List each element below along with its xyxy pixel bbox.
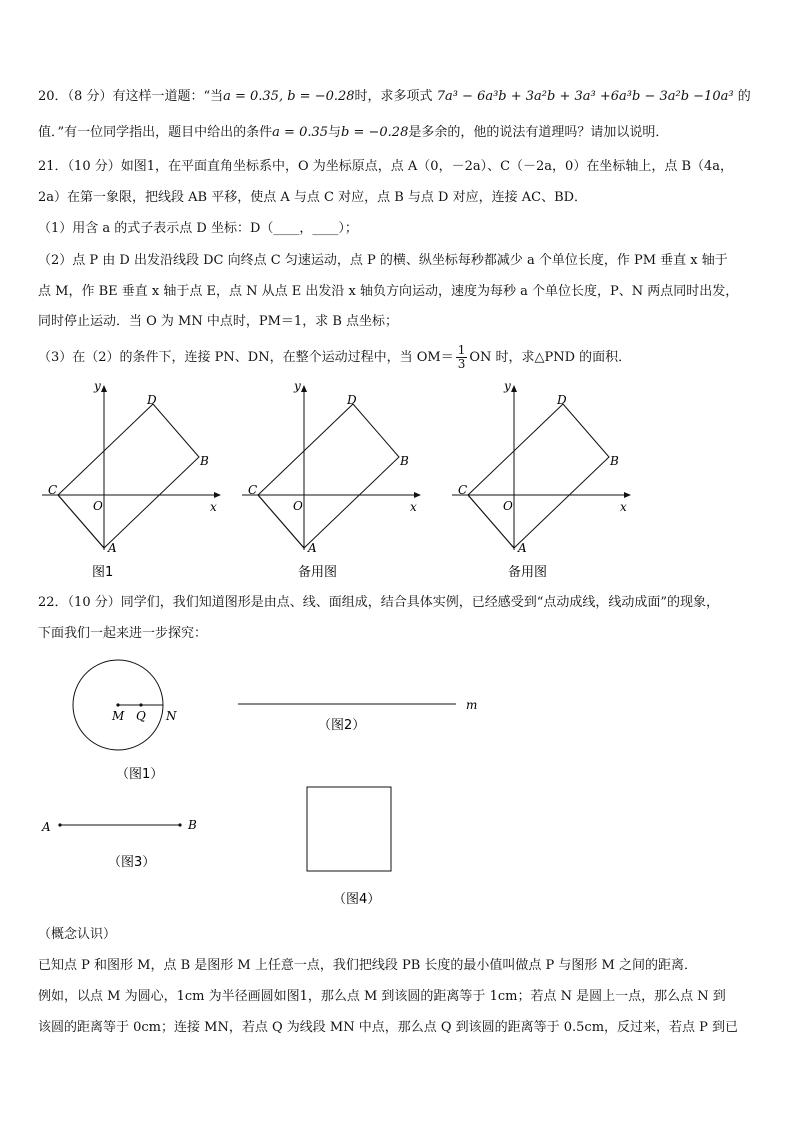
q20-line2 [38,124,668,142]
figure-backup-2 [452,380,630,580]
fig2-caption: 备用图 [298,565,338,580]
label-x: x [210,500,217,514]
concept-line2: 例如，以点 M 为圆心，1cm 为半径画圆如图1，那么点 M 到该圆的距离等于 1cm；若点 N 是圆上一点，那么点 N 到 [38,989,726,1004]
q21-part3 [38,344,631,372]
label-C: C [458,483,468,497]
label-N: N [166,709,177,723]
q22-fig2-caption: （图2） [318,718,366,733]
fig3-caption: 备用图 [508,565,548,580]
label-B: B [610,454,619,468]
q22-figure-4 [307,787,391,907]
label-B: B [188,818,197,832]
q21-line1: 21．（10 分）如图1，在平面直角坐标系中，O 为坐标原点，点 A（0，－2a）、C（－2a，0）在坐标轴上，点 B（4a， [38,159,734,174]
label-M: M [112,709,125,723]
q20-text-b: 时，求多项式 [354,89,433,104]
label-O: O [503,499,513,513]
q20-text-c: 的 [737,89,751,104]
q20-cond-a: a = 0.35 [272,125,329,140]
q22-line1: 22．（10 分）同学们，我们知道图形是由点、线、面组成，结合具体实例，已经感受到“点动成线，线动成面”的现象， [38,595,720,610]
q21-part2-line2: 点 M，作 BE 垂直 x 轴于点 E，点 N 从点 E 出发沿 x 轴负方向运动，速度为每秒 a 个单位长度，P、N 两点同时出发， [38,284,739,299]
label-O: O [293,499,303,513]
label-m: m [466,698,478,712]
label-y: y [294,380,301,393]
label-Q: Q [136,709,146,723]
q20-text-and: 与 [328,125,342,140]
fraction-one-third [456,344,468,371]
figure-backup-1 [242,380,420,580]
q21-part3-text-b: ON 时，求△PND 的面积． [469,350,632,365]
label-B: B [200,454,209,468]
label-y: y [94,380,101,393]
q21-line2: 2a）在第一象限，把线段 AB 平移，使点 A 与点 C 对应，点 B 与点 D 对应，连接 AC、BD． [38,190,588,205]
label-A: A [518,541,527,555]
label-C: C [48,483,58,497]
q22-figure-3 [41,818,197,870]
label-B: B [400,454,409,468]
label-D: D [557,393,567,407]
q22-fig3-caption: （图3） [108,855,156,870]
label-x: x [410,500,417,514]
label-A: A [308,541,317,555]
q22-fig1-caption: （图1） [116,767,164,782]
q22-figure-1 [73,660,177,782]
q22-line2: 下面我们一起来进一步探究： [38,626,208,641]
q22-figure-2 [238,698,477,733]
concept-title: （概念认识） [38,927,117,942]
q20-condition: a = 0.35, b = −0.28 [223,89,355,104]
q20-text-e: 是多余的，他的说法有道理吗？请加以说明． [408,125,669,140]
q22-fig4-caption: （图4） [333,892,381,907]
concept-line1: 已知点 P 和图形 M，点 B 是图形 M 上任意一点，我们把线段 PB 长度的最小值叫做点 P 与图形 M 之间的距离． [38,958,698,973]
q21-figures [0,380,794,580]
fraction-denominator: 3 [457,357,466,371]
figure-1 [42,380,220,580]
label-x: x [620,500,627,514]
label-A: A [42,820,51,834]
fig1-caption: 图1 [92,565,114,580]
q20-polynomial: 7a³ − 6a³b + 3a²b + 3a³ +6a³b − 3a²b −10a³ [436,89,734,104]
label-C: C [248,483,258,497]
q20-text-a: 20．（8 分）有这样一道题：“当 [38,89,224,104]
label-D: D [147,393,157,407]
label-O: O [93,499,103,513]
q21-part2-line3: 同时停止运动．当 O 为 MN 中点时，PM＝1，求 B 点坐标； [38,314,399,329]
q20-text-d: 值．”有一位同学指出，题目中给出的条件 [38,125,273,140]
q21-part1: （1）用含 a 的式子表示点 D 坐标：D（____，____）； [38,221,358,236]
label-y: y [504,380,511,393]
q22-figures [0,650,794,910]
q20-line1 [38,88,751,106]
label-A: A [108,541,117,555]
concept-line3: 该圆的距离等于 0cm；连接 MN，若点 Q 为线段 MN 中点，那么点 Q 到该圆的距离等于 0.5cm，反过来，若点 P 到已 [38,1020,739,1035]
fraction-numerator: 1 [457,343,466,357]
q20-cond-b: b = −0.28 [341,125,409,140]
q21-part2-line1: （2）点 P 由 D 出发沿线段 DC 向终点 C 匀速运动，点 P 的横、纵坐标每秒都减少 a 个单位长度，作 PM 垂直 x 轴于 [38,253,728,268]
q21-part3-text-a: （3）在（2）的条件下，连接 PN、DN，在整个运动过程中，当 OM＝ [38,350,454,365]
label-D: D [347,393,357,407]
